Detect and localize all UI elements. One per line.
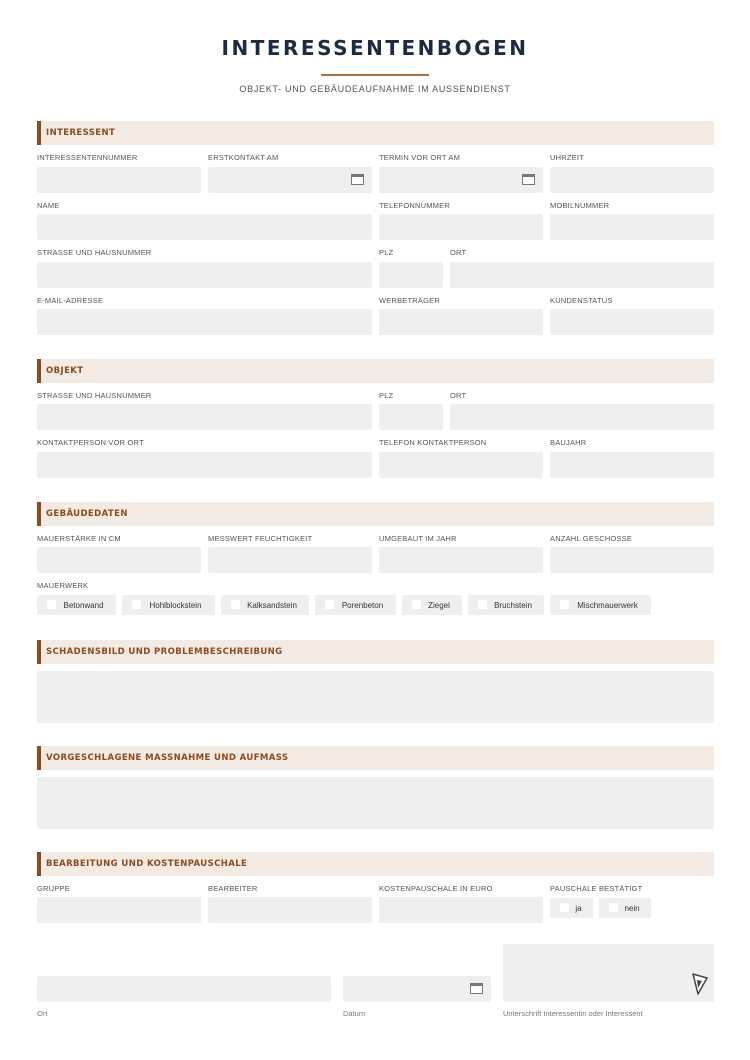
label-bearbeiter: BEARBEITER xyxy=(208,884,258,893)
page-subtitle: OBJEKT- UND GEBÄUDEAUFNAHME IM AUSSENDIENST xyxy=(239,84,511,94)
telefon-kontakt-field[interactable] xyxy=(379,452,543,478)
massnahme-textarea[interactable] xyxy=(37,777,714,829)
section-objekt xyxy=(37,359,714,383)
checkbox-nein[interactable] xyxy=(599,898,651,918)
termin-date-field[interactable] xyxy=(379,167,543,193)
checkbox-label: nein xyxy=(624,904,640,913)
ort-signature-field[interactable] xyxy=(37,976,331,1002)
calendar-icon[interactable] xyxy=(522,174,535,185)
section-title: GEBÄUDEDATEN xyxy=(46,509,128,519)
interessentennummer-field[interactable] xyxy=(37,167,201,193)
kundenstatus-field[interactable] xyxy=(550,309,714,335)
schadensbild-textarea[interactable] xyxy=(37,671,714,723)
umgebaut-field[interactable] xyxy=(379,547,543,573)
checkbox-label: Bruchstein xyxy=(494,601,532,610)
plz-field[interactable] xyxy=(379,262,443,288)
section-title: BEARBEITUNG UND KOSTENPAUSCHALE xyxy=(46,859,248,869)
checkbox-label: Kalksandstein xyxy=(247,601,297,610)
checkbox-ja[interactable] xyxy=(550,898,593,918)
mauerstaerke-field[interactable] xyxy=(37,547,201,573)
werbetraeger-field[interactable] xyxy=(379,309,543,335)
label-kontaktperson: KONTAKTPERSON VOR ORT xyxy=(37,438,144,447)
checkbox-bruchstein[interactable] xyxy=(468,595,544,615)
checkbox-label: Betonwand xyxy=(63,601,104,610)
section-title: VORGESCHLAGENE MASSNAHME UND AUFMASS xyxy=(46,753,289,763)
label-geschosse: ANZAHL GESCHOSSE xyxy=(550,534,633,543)
checkbox-label: Hohlblockstein xyxy=(149,601,202,610)
checkbox-betonwand[interactable] xyxy=(37,595,116,615)
label-plz: PLZ xyxy=(379,248,394,257)
section-title: OBJEKT xyxy=(46,366,84,376)
section-title: SCHADENSBILD UND PROBLEMBESCHREIBUNG xyxy=(46,647,283,657)
label-kostenpauschale: KOSTENPAUSCHALE IN EURO xyxy=(379,884,493,893)
label-interessentennummer: INTERESSENTENNUMMER xyxy=(37,153,138,162)
title-divider xyxy=(321,74,429,76)
gruppe-field[interactable] xyxy=(37,897,201,923)
label-obj-plz: PLZ xyxy=(379,391,394,400)
section-bearbeitung xyxy=(37,852,714,876)
label-umgebaut: UMGEBAUT IM JAHR xyxy=(379,534,457,543)
baujahr-field[interactable] xyxy=(550,452,714,478)
label-telefon: TELEFONNUMMER xyxy=(379,201,450,210)
label-datum: Datum xyxy=(343,1009,366,1018)
checkbox-mischmauerwerk[interactable] xyxy=(550,595,651,615)
email-field[interactable] xyxy=(37,309,372,335)
checkbox-kalksandstein[interactable] xyxy=(221,595,309,615)
checkbox-label: Ziegel xyxy=(428,601,450,610)
kontaktperson-field[interactable] xyxy=(37,452,372,478)
kostenpauschale-field[interactable] xyxy=(379,897,543,923)
checkbox-ziegel[interactable] xyxy=(402,595,462,615)
label-obj-strasse: STRASSE UND HAUSNUMMER xyxy=(37,391,152,400)
label-mobil: MOBILNUMMER xyxy=(550,201,610,210)
label-baujahr: BAUJAHR xyxy=(550,438,587,447)
label-mauerwerk: MAUERWERK xyxy=(37,581,89,590)
page-title: INTERESSENTENBOGEN xyxy=(221,36,529,60)
label-ort: ORT xyxy=(450,248,467,257)
label-pauschale-bestaetigt: PAUSCHALE BESTÄTIGT xyxy=(550,884,643,893)
label-ort-signature: Ort xyxy=(37,1009,48,1018)
erstkontakt-date-field[interactable] xyxy=(208,167,372,193)
section-interessent xyxy=(37,121,714,145)
geschosse-field[interactable] xyxy=(550,547,714,573)
strasse-field[interactable] xyxy=(37,262,372,288)
mobil-field[interactable] xyxy=(550,214,714,240)
bearbeiter-field[interactable] xyxy=(208,897,372,923)
uhrzeit-field[interactable] xyxy=(550,167,714,193)
label-erstkontakt: ERSTKONTAKT AM xyxy=(208,153,279,162)
section-title: INTERESSENT xyxy=(46,128,116,138)
label-email: E-MAIL-ADRESSE xyxy=(37,296,104,305)
obj-strasse-field[interactable] xyxy=(37,404,372,430)
checkbox-label: Mischmauerwerk xyxy=(577,601,638,610)
section-gebaeudedaten xyxy=(37,502,714,526)
label-strasse: STRASSE UND HAUSNUMMER xyxy=(37,248,152,257)
pen-signature-icon[interactable] xyxy=(690,972,710,996)
datum-field[interactable] xyxy=(343,976,491,1002)
calendar-icon[interactable] xyxy=(470,983,483,994)
label-name: NAME xyxy=(37,201,60,210)
checkbox-label: ja xyxy=(575,904,582,913)
telefon-field[interactable] xyxy=(379,214,543,240)
label-unterschrift: Unterschrift Interessentin oder Interessent xyxy=(503,1009,643,1018)
calendar-icon[interactable] xyxy=(351,174,364,185)
label-termin: TERMIN VOR ORT AM xyxy=(379,153,461,162)
label-gruppe: GRUPPE xyxy=(37,884,70,893)
name-field[interactable] xyxy=(37,214,372,240)
checkbox-hohlblockstein[interactable] xyxy=(122,595,215,615)
checkbox-label: Porenbeton xyxy=(341,601,384,610)
section-massnahme xyxy=(37,746,714,770)
signature-field[interactable] xyxy=(503,944,714,1002)
feuchtigkeit-field[interactable] xyxy=(208,547,372,573)
obj-ort-field[interactable] xyxy=(450,404,714,430)
label-werbetraeger: WERBETRÄGER xyxy=(379,296,440,305)
label-kundenstatus: KUNDENSTATUS xyxy=(550,296,613,305)
section-schadensbild xyxy=(37,640,714,664)
label-feuchtigkeit: MESSWERT FEUCHTIGKEIT xyxy=(208,534,313,543)
ort-field[interactable] xyxy=(450,262,714,288)
label-obj-ort: ORT xyxy=(450,391,467,400)
label-telefon-kontakt: TELEFON KONTAKTPERSON xyxy=(379,438,487,447)
obj-plz-field[interactable] xyxy=(379,404,443,430)
label-uhrzeit: UHRZEIT xyxy=(550,153,584,162)
label-mauerstaerke: MAUERSTÄRKE IN CM xyxy=(37,534,121,543)
checkbox-porenbeton[interactable] xyxy=(315,595,396,615)
